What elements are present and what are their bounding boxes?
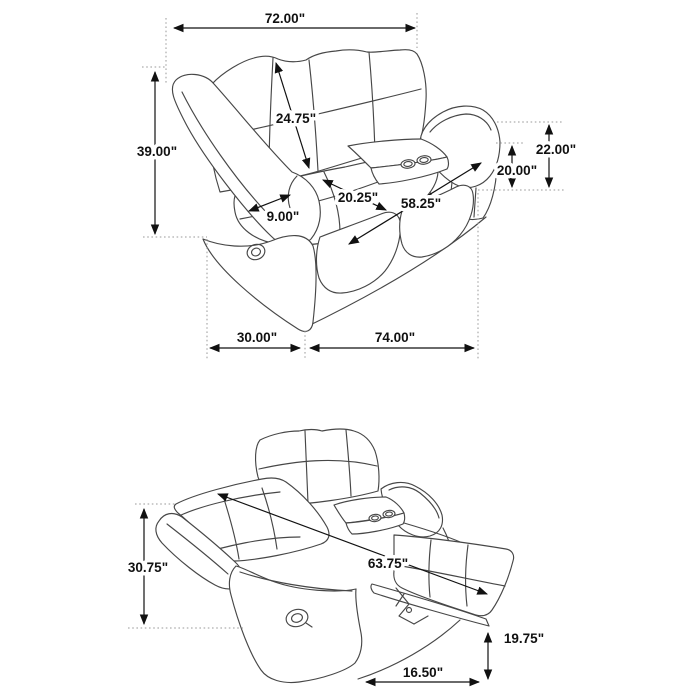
dimension-label: 63.75"	[367, 556, 409, 571]
dimension-label: 30.75"	[127, 560, 169, 575]
dimension-footrest-height	[488, 631, 544, 679]
dimension-label: 39.00"	[136, 144, 178, 159]
dimension-label: 9.00"	[266, 209, 300, 224]
dimension-front-depth	[210, 330, 300, 348]
loveseat-upright-drawing	[172, 50, 500, 332]
dimension-label: 72.00"	[264, 11, 306, 26]
dimension-label: 24.75"	[275, 111, 317, 126]
dimension-arm-height	[536, 125, 576, 187]
dimension-label: 30.00"	[236, 330, 278, 345]
dimension-overall-width	[174, 11, 415, 28]
dimension-overall-height	[137, 72, 177, 234]
loveseat-reclined-drawing	[156, 429, 514, 682]
dimension-label: 19.75"	[503, 631, 545, 646]
dimension-label: 16.50"	[402, 665, 444, 680]
dimension-seat-height	[497, 146, 537, 187]
dimension-footrest-extension	[366, 665, 479, 682]
dimension-label: 74.00"	[374, 330, 416, 345]
dimension-overall-depth	[310, 330, 474, 348]
dimension-label: 20.00"	[496, 163, 538, 178]
dimension-label: 58.25"	[400, 196, 442, 211]
dimension-label: 22.00"	[535, 142, 577, 157]
dimension-label: 20.25"	[337, 190, 379, 205]
